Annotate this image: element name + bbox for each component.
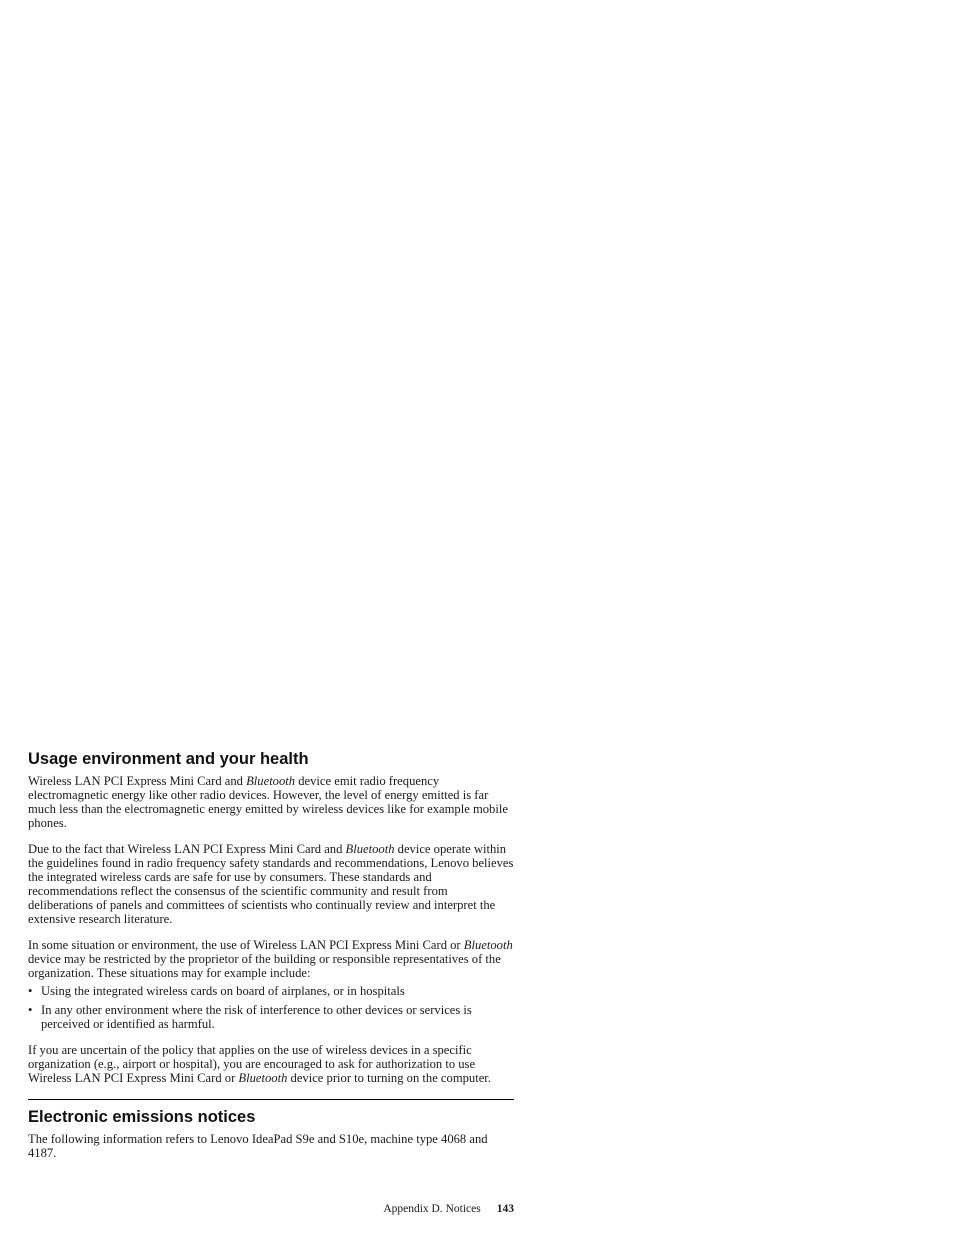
page-number: 143 [496,1203,514,1215]
footer-label: Appendix D. Notices [383,1203,481,1215]
paragraph-safety-guidelines: Due to the fact that Wireless LAN PCI Express Mini Card and Bluetooth device operate within the guidelines found in radio frequency safety standards and recommendations, Lenovo believes the integrated wireless cards are safe for use by consumers. These standards and recommendations reflect the consensus of the scientific community and result from deliberations of panels and committees of scientists who continually review and interpret the extensive research literature. [28,842,514,926]
restriction-list [28,984,514,1031]
paragraph-radio-energy: Wireless LAN PCI Express Mini Card and Bluetooth device emit radio frequency electromagnetic energy like other radio devices. However, the level of energy emitted is far much less than the electromagnetic energy emitted by wireless devices like for example mobile phones. [28,774,508,830]
bluetooth-term: Bluetooth [345,842,395,856]
list-item: • In any other environment where the risk of interference to other devices or services is perceived or identified as harmful. [28,1003,514,1031]
list-item: • Using the integrated wireless cards on board of airplanes, or in hospitals [28,984,514,998]
page-content [28,748,514,1172]
paragraph-policy-uncertain: If you are uncertain of the policy that applies on the use of wireless devices in a specific organization (e.g., airport or hospital), you are encouraged to ask for authorization to use Wireless LAN PCI Express Mini Card or Bluetooth device prior to turning on the computer. [28,1043,491,1085]
section-divider [28,1099,514,1100]
bluetooth-term: Bluetooth [246,774,296,788]
section-heading-usage-environment: Usage environment and your health [28,750,309,768]
bluetooth-term: Bluetooth [463,938,513,952]
bluetooth-term: Bluetooth [238,1071,288,1085]
paragraph-machine-info: The following information refers to Lenovo IdeaPad S9e and S10e, machine type 4068 and 4187. [28,1132,488,1160]
page-footer [28,1203,514,1215]
section-heading-electronic-emissions: Electronic emissions notices [28,1108,256,1126]
paragraph-restrictions: In some situation or environment, the use of Wireless LAN PCI Express Mini Card or Bluetooth device may be restricted by the proprietor of the building or responsible representatives of the organization. These situations may for example include: [28,938,513,980]
